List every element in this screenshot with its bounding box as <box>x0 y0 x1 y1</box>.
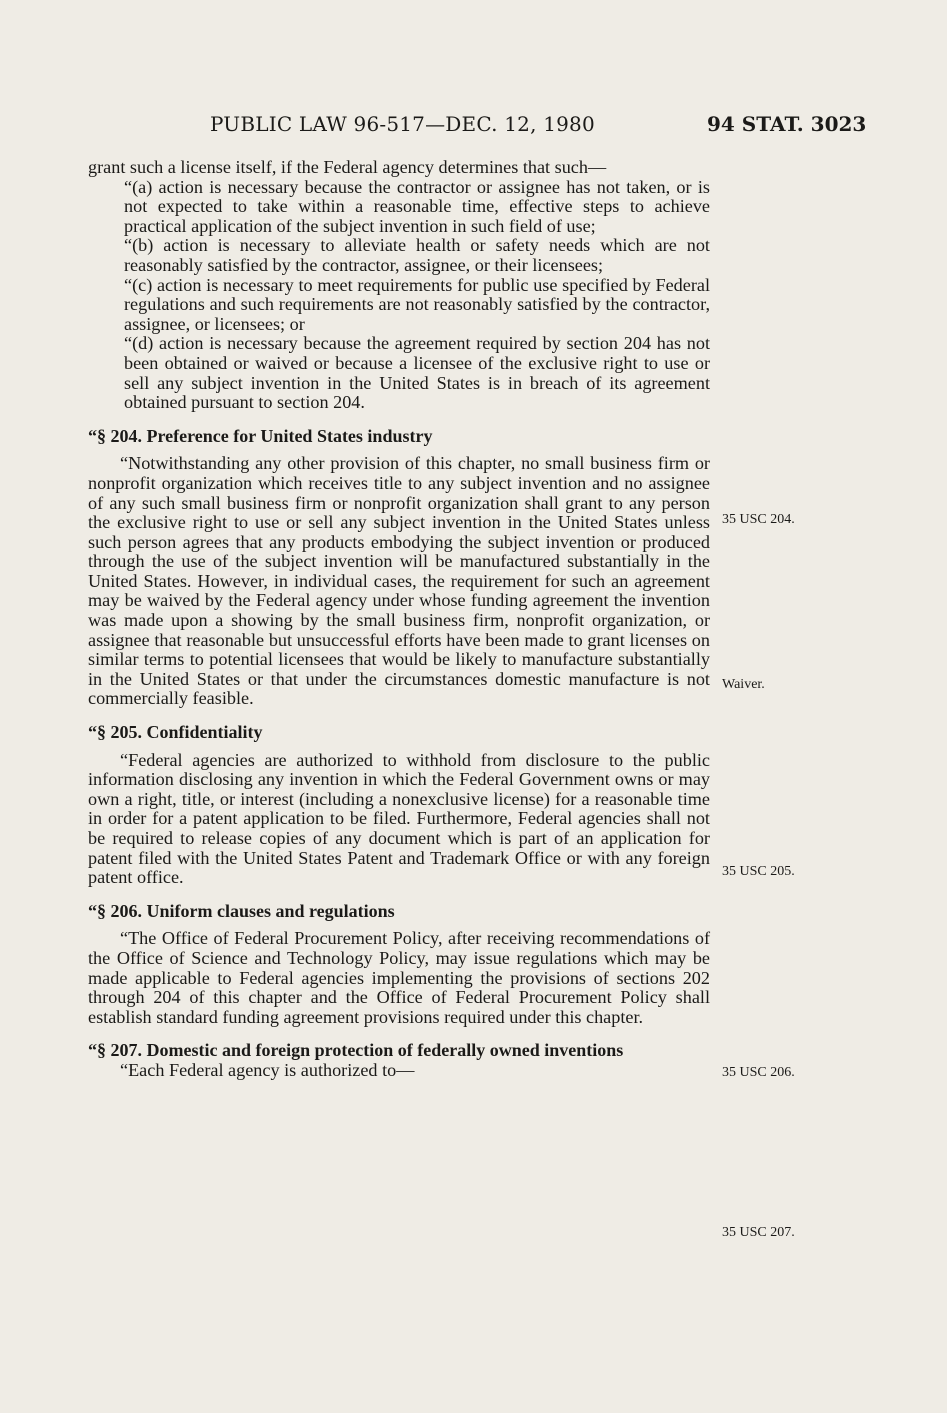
running-header-stat-page: 94 STAT. 3023 <box>707 112 867 136</box>
section-207-text: “Each Federal agency is authorized to— <box>120 1059 415 1080</box>
margin-note-35-usc-207: 35 USC 207. <box>722 1225 795 1240</box>
section-205-heading: “§ 205. Confidentiality <box>88 722 263 743</box>
section-204-text: “Notwithstanding any other provision of this chapter, no small business firm or nonprofit organization which receives title to any subject invention and no assignee of any such small business firm or nonprofit organization shall grant to any person the exclusive right to use or sell any subject invention in the United States unless such person agrees that any products embodying the subject invention or produced through the use of the subject invention will be manufactured substantially in the United States. However, in individual cases, the requirement for such an agreement may be waived by the Federal agency under whose funding agreement the invention was made upon a showing by the small business firm, nonprofit organization, or assignee that reasonable but unsuccessful efforts have been made to grant licenses on similar terms to potential licensees that would be likely to manufacture substantially in the United States or that under the circumstances domestic manufacture is not commercially feasible. <box>88 453 710 709</box>
section-206-text: “The Office of Federal Procurement Policy, after receiving recommendations of the Office of Science and Technology Policy, may issue regulations which may be made applicable to Federal agencies implementing the provisions of sections 202 through 204 of this chapter and the Office of Federal Procurement Policy shall establish standard funding agreement provisions required under this chapter. <box>88 928 710 1027</box>
section-207-heading: “§ 207. Domestic and foreign protection of federally owned inventions <box>88 1040 624 1061</box>
clause-b: “(b) action is necessary to alleviate health or safety needs which are not reasonably satisfied by the contractor, assignee, or their licensees; <box>124 235 710 275</box>
body-text <box>88 158 710 1081</box>
section-204-heading: “§ 204. Preference for United States industry <box>88 425 433 446</box>
margin-note-35-usc-206: 35 USC 206. <box>722 1065 795 1080</box>
margin-note-35-usc-205: 35 USC 205. <box>722 864 795 879</box>
clause-a: “(a) action is necessary because the contractor or assignee has not taken, or is not expected to take within a reasonable time, effective steps to achieve practical application of the subject invention in such field of use; <box>124 176 710 236</box>
margin-note-35-usc-204: 35 USC 204. <box>722 512 795 527</box>
margin-note-waiver: Waiver. <box>722 677 765 692</box>
section-206-heading: “§ 206. Uniform clauses and regulations <box>88 900 395 921</box>
clause-c: “(c) action is necessary to meet requirements for public use specified by Federal regulations and such requirements are not reasonably satisfied by the contractor, assignee, or licensees; or <box>124 274 710 334</box>
intro-paragraph: grant such a license itself, if the Federal agency determines that such— <box>88 157 607 177</box>
section-205-text: “Federal agencies are authorized to withhold from disclosure to the public information disclosing any invention in which the Federal Government owns or may own a right, title, or interest (including a nonexclusive license) for a reasonable time in order for a patent application to be filed. Furthermore, Federal agencies shall not be required to release copies of any document which is part of an application for patent filed with the United States Patent and Trademark Office or with any foreign patent office. <box>88 749 710 888</box>
running-header-title: PUBLIC LAW 96-517—DEC. 12, 1980 <box>210 112 595 136</box>
clause-d: “(d) action is necessary because the agreement required by section 204 has not been obtained or waived or because a licensee of the exclusive right to use or sell any subject invention in the United States is in breach of its agreement obtained pursuant to section 204. <box>124 333 710 413</box>
